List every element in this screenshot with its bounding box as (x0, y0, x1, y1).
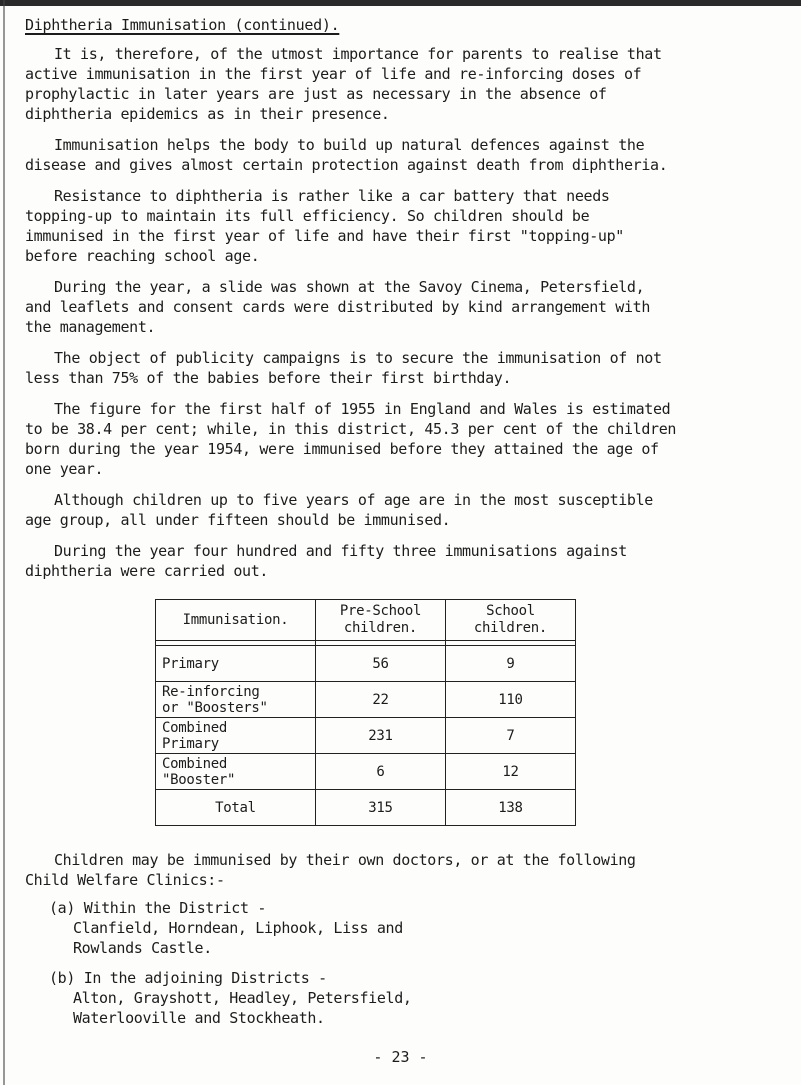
row-label: Primary (156, 646, 316, 682)
paragraph-count: During the year four hundred and fifty three immunisations against diphtheria were carried out. (25, 542, 627, 580)
immunisation-table (155, 599, 576, 826)
clinics-adjoining-heading: (b) In the adjoining Districts - (49, 969, 327, 987)
section-heading: Diphtheria Immunisation (continued). (25, 16, 340, 34)
table-row (156, 682, 576, 718)
pre-school-value: 231 (316, 718, 446, 754)
paragraph-age-group: Although children up to five years of age are in the most susceptible age group, all under fifteen should be immunised. (25, 491, 653, 529)
page-top-edge (0, 0, 801, 6)
row-label: Re-inforcing or "Boosters" (156, 682, 316, 718)
clinics-within-heading: (a) Within the District - (49, 899, 267, 917)
clinics-adjoining-list: Alton, Grayshott, Headley, Petersfield, Waterlooville and Stockheath. (73, 989, 412, 1027)
clinics-within-list: Clanfield, Horndean, Liphook, Liss and Rowlands Castle. (73, 919, 403, 957)
header-school: School children. (446, 600, 576, 641)
school-value: 9 (446, 646, 576, 682)
table-total-row (156, 790, 576, 826)
pre-school-value: 22 (316, 682, 446, 718)
paragraph-figures: The figure for the first half of 1955 in England and Wales is estimated to be 38.4 per cent; while, in this district, 45.3 per cent of the children born during the year 1954, were immunised before they attained the age of one year. (25, 400, 677, 478)
pre-school-value: 6 (316, 754, 446, 790)
pre-school-value: 56 (316, 646, 446, 682)
clinics-section (25, 850, 785, 1028)
school-value: 7 (446, 718, 576, 754)
school-value: 110 (446, 682, 576, 718)
row-label: Combined "Booster" (156, 754, 316, 790)
header-pre-school: Pre-School children. (316, 600, 446, 641)
paragraph-battery: Resistance to diphtheria is rather like a car battery that needs topping-up to maintain its full efficiency. So children should be immunised in the first year of life and have their first "topping-up" before reaching school age. (25, 187, 624, 265)
pre-school-total: 315 (316, 790, 446, 826)
school-total: 138 (446, 790, 576, 826)
paragraph-publicity: The object of publicity campaigns is to secure the immunisation of not less than 75% of the babies before their first birthday. (25, 349, 662, 387)
paragraph-cinema: During the year, a slide was shown at the Savoy Cinema, Petersfield, and leaflets and consent cards were distributed by kind arrangement with the management. (25, 278, 651, 336)
page-left-edge (3, 0, 5, 1085)
header-immunisation: Immunisation. (156, 600, 316, 641)
table-row (156, 718, 576, 754)
clinics-intro: Children may be immunised by their own doctors, or at the following Child Welfare Clinics:- (25, 851, 636, 889)
table-row (156, 646, 576, 682)
immunisation-table-wrapper (155, 599, 785, 826)
page-number: - 23 - (373, 1048, 428, 1066)
table-row (156, 754, 576, 790)
paragraph-defences: Immunisation helps the body to build up natural defences against the disease and gives almost certain protection against death from diphtheria. (25, 136, 668, 174)
school-value: 12 (446, 754, 576, 790)
paragraph-importance: It is, therefore, of the utmost importance for parents to realise that active immunisation in the first year of life and re-inforcing doses of prophylactic in later years are just as necessary in the absence of diphtheria epidemics as in their presence. (25, 45, 662, 123)
row-label: Total (156, 790, 316, 826)
table-header-row (156, 600, 576, 641)
document-page (25, 16, 785, 1028)
row-label: Combined Primary (156, 718, 316, 754)
